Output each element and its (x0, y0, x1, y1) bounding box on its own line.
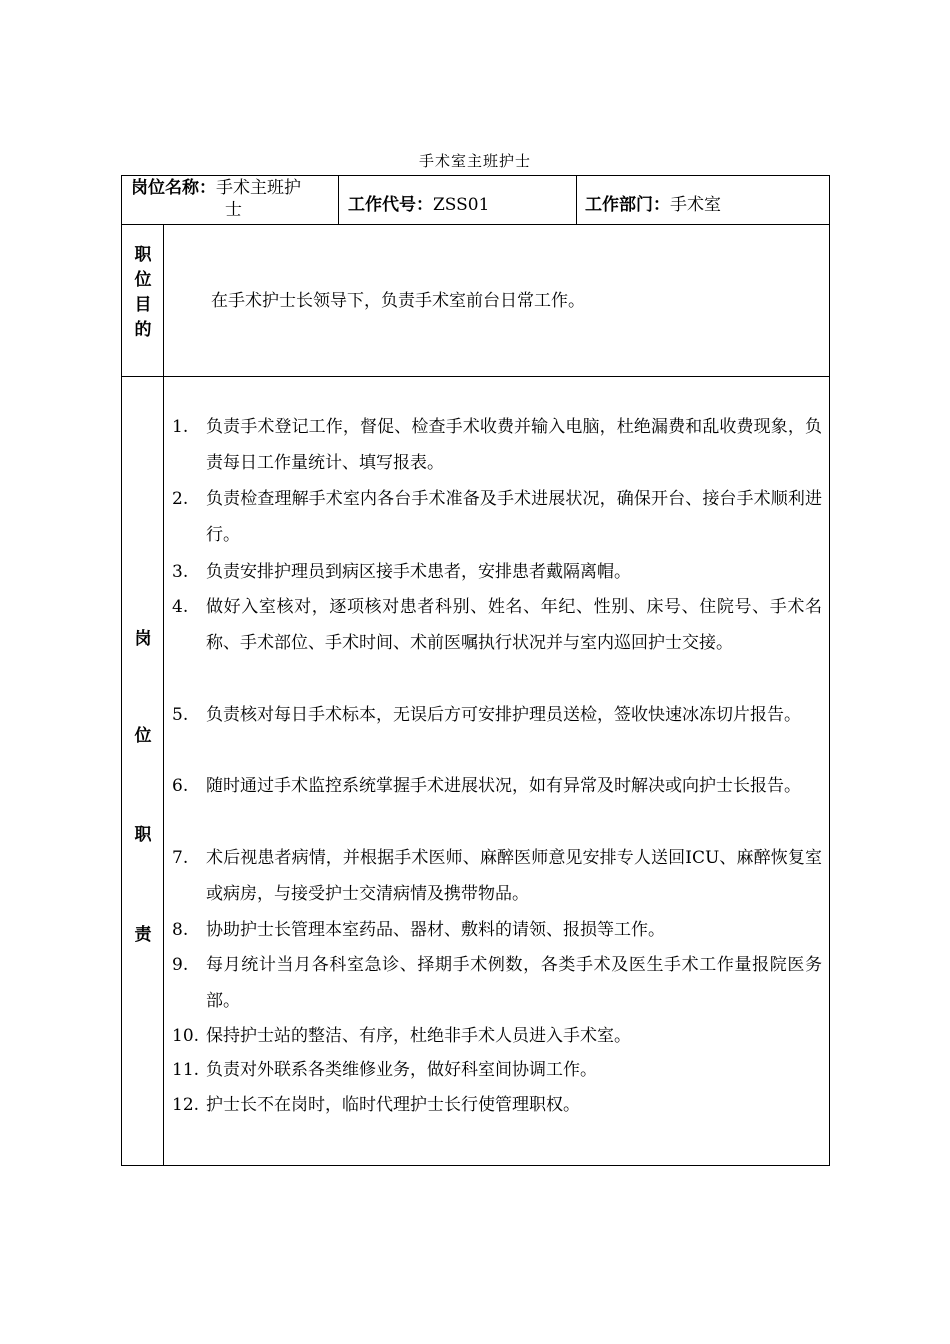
duties-label-char-4: 责 (134, 925, 152, 945)
header-row-bottom-border (121, 224, 830, 225)
table-top-border (121, 175, 830, 176)
purpose-label-char-1: 职 (134, 245, 152, 265)
label-column-divider (163, 224, 164, 1166)
position-name-value-cont: 士 (225, 200, 242, 220)
duty-item-text: 负责核对每日手术标本，无误后方可安排护理员送检，签收快速冰冻切片报告。 (206, 705, 801, 725)
duties-label-char-1: 岗 (134, 629, 152, 649)
purpose-label-char-3: 目 (134, 295, 152, 315)
purpose-label-char-4: 的 (134, 320, 152, 340)
duty-item-text: 负责手术登记工作，督促、检查手术收费并输入电脑，杜绝漏费和乱收费现象，负责每日工作量统计、填写报表。 (206, 417, 822, 473)
duty-item-text: 负责检查理解手术室内各台手术准备及手术进展状况，确保开台、接台手术顺利进行。 (206, 489, 822, 545)
job-code-cell (348, 190, 489, 215)
duty-item-4 (172, 589, 822, 661)
duty-item-6 (172, 768, 822, 804)
duty-item-8 (172, 912, 822, 948)
duty-item-text: 协助护士长管理本室药品、器材、敷料的请领、报损等工作。 (206, 920, 665, 940)
duty-item-number: 7. (172, 848, 189, 868)
duty-item-number: 5. (172, 705, 189, 725)
duty-item-3 (172, 554, 822, 590)
purpose-row-bottom-border (121, 376, 830, 377)
duty-item-text: 负责对外联系各类维修业务，做好科室间协调工作。 (206, 1060, 597, 1080)
duty-item-number: 6. (172, 776, 189, 796)
header-divider-1 (338, 175, 339, 225)
position-name-label: 岗位名称： (131, 178, 216, 198)
duty-item-number: 10. (172, 1026, 200, 1046)
duty-item-text: 每月统计当月各科室急诊、择期手术例数，各类手术及医生手术工作量报院医务部。 (206, 955, 822, 1011)
duty-item-11 (172, 1052, 822, 1088)
duty-item-number: 11. (172, 1060, 200, 1080)
duty-item-number: 8. (172, 920, 189, 940)
document-title: 手术室主班护士 (418, 152, 531, 170)
duty-item-text: 护士长不在岗时，临时代理护士长行使管理职权。 (206, 1095, 580, 1115)
duties-label-char-3: 职 (134, 825, 152, 845)
table-bottom-border (121, 1165, 830, 1166)
duty-item-number: 3. (172, 562, 189, 582)
position-name-value: 手术主班护 (216, 178, 301, 198)
duty-item-number: 2. (172, 489, 189, 509)
table-right-border (829, 175, 830, 1166)
duty-item-text: 术后视患者病情，并根据手术医师、麻醉医师意见安排专人送回ICU、麻醉恢复室或病房，与接受护士交清病情及携带物品。 (206, 848, 822, 904)
duty-item-10 (172, 1018, 822, 1054)
duty-item-5 (172, 697, 822, 733)
duty-item-number: 12. (172, 1095, 200, 1115)
job-code-value: ZSS01 (433, 195, 490, 215)
position-name-cell (131, 177, 336, 221)
duty-item-9 (172, 947, 822, 1019)
duty-item-1 (172, 409, 822, 481)
duties-label-char-2: 位 (134, 726, 152, 746)
department-value: 手术室 (670, 195, 721, 215)
department-cell (585, 190, 721, 215)
job-code-label: 工作代号： (348, 195, 433, 215)
duty-item-12 (172, 1087, 822, 1123)
duty-item-number: 1. (172, 417, 189, 437)
duty-item-2 (172, 481, 822, 553)
header-divider-2 (576, 175, 577, 225)
duty-item-text: 做好入室核对，逐项核对患者科别、姓名、年纪、性别、床号、住院号、手术名称、手术部位、手术时间、术前医嘱执行状况并与室内巡回护士交接。 (206, 597, 822, 653)
duty-item-text: 负责安排护理员到病区接手术患者，安排患者戴隔离帽。 (206, 562, 631, 582)
duty-item-number: 4. (172, 597, 189, 617)
purpose-text: 在手术护士长领导下，负责手术室前台日常工作。 (211, 291, 585, 311)
duty-item-number: 9. (172, 955, 189, 975)
duty-item-text: 随时通过手术监控系统掌握手术进展状况，如有异常及时解决或向护士长报告。 (206, 776, 801, 796)
purpose-label-char-2: 位 (134, 270, 152, 290)
department-label: 工作部门： (585, 195, 670, 215)
duty-item-text: 保持护士站的整洁、有序，杜绝非手术人员进入手术室。 (206, 1026, 631, 1046)
duty-item-7 (172, 840, 822, 912)
